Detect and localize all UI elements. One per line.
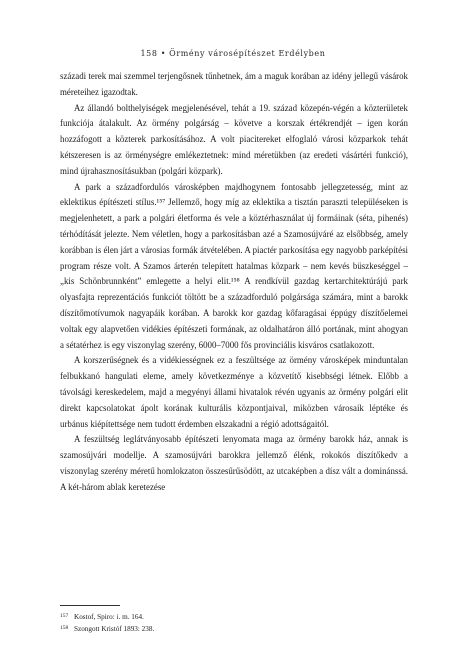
footnote-text: Kostof, Spiro: i. m. 164.	[74, 613, 144, 621]
paragraph: A park a századfordulós városképben majdhogynem fontosabb jellegzetesség, mint az eklektikus építészeti stílus.¹⁵⁷ Jellemző, hogy míg az eklektika a tisztán paraszti településeken is megjelenhetett, a park a polgári életforma és vele a köztérhasználat új formáinak (séta, pihenés) térhódítását jelezte. Nem véletlen, hogy a parkosításban azé a Szamosújváré az elsőbbség, amely korábban is élen járt a városias formák átvételében. A piactér parkosítása egy nagyobb parképítési program része volt. A Szamos árterén telepített hatalmas közpark – nem kevés büszkeséggel – „kis Schönbrunnként” emlegette a helyi elit.¹⁵⁸ A rendkívül gazdag kertarchitektúrájú park olyasfajta reprezentációs funkciót töltött be a századforduló polgársága számára, mint a barokk díszítőmotívumok nagyapáik korában. A barokk kor gazdag kőfaragásai éppúgy díszítőelemei voltak egy alapvetően vidékies építészeti formának, az oldalhatáron álló portának, mint ahogyan a sétatérhez is egy viszonylag szerény, 6000–7000 fős provinciális kisváros csatlakozott.	[60, 181, 408, 350]
footnotes	[60, 611, 408, 634]
footnote-number: 158	[60, 624, 69, 631]
paragraph: századi terek mai szemmel terjengősnek tűnhetnek, ám a maguk korában az idény jellegű vásárok méreteihez igazodtak.	[60, 71, 408, 97]
body-text	[60, 69, 408, 496]
running-head: 158 • Örmény városépítészet Erdélyben	[140, 49, 326, 58]
footnote-number: 157	[60, 613, 69, 619]
footnote	[60, 623, 408, 635]
paragraph: Az állandó bolthelyiségek megjelenésével, tehát a 19. század közepén-végén a közterületek funkciója átalakult. Az örmény polgárság – követve a korszak értékrendjét – igen korán hozzáfogott a közterek parkosításához. A volt piacitereket elfoglaló városi közparkok tehát kétszeresen is az örménységre emlékeztetnek: mind méretükben (az eredeti vásártéri funkció), mind újrahasznosításukban (polgári közpark).	[60, 102, 408, 176]
footnote-text: Szongott Kristóf 1893: 238.	[74, 624, 155, 633]
paragraph: A korszerűségnek és a vidékiességnek ez a feszültsége az örmény városképek minduntalan felbukkanó hangulati eleme, amely következménye a közvetítő kisebbségi létnek. Előbb a távolsági kereskedelem, majd a megyényi állami hivatalok révén ugyanis az örmény polgári elit direkt kapcsolatokat ápolt korának kulturális központjaival, miközben városaik léptéke és urbánus kiépítettsége nem tudott érdemben elszakadni a régió adottságaitól.	[60, 355, 408, 429]
footnote-divider	[60, 605, 120, 606]
footnote	[60, 611, 408, 623]
paragraph: A feszültség leglátványosabb építészeti lenyomata maga az örmény barokk ház, annak is szamosújvári modellje. A szamosújvári barokkra jellemző élénk, rokokós díszítőkedv a viszonylag szerény méretű homlokzaton összesűrűsödött, az utcaképben a dísz vált a dominánssá. A két-három ablak keretezése	[60, 434, 408, 492]
